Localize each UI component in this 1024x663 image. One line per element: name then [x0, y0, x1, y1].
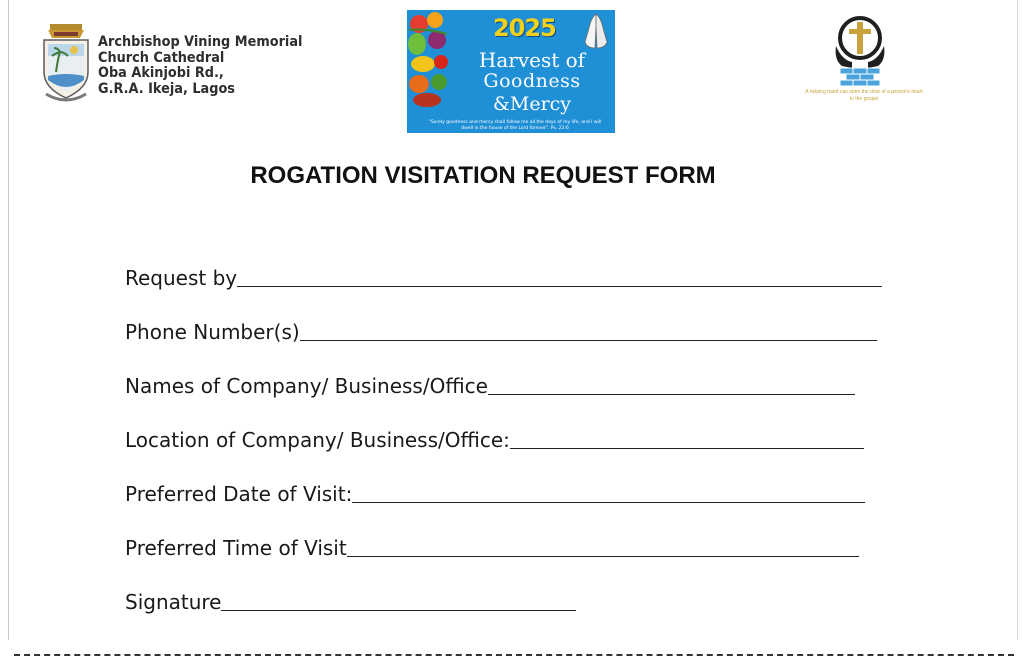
fill-in-line[interactable] [300, 340, 877, 341]
field-label: Preferred Time of Visit [125, 536, 347, 560]
field-label: Preferred Date of Visit: [125, 482, 353, 506]
form-title: ROGATION VISITATION REQUEST FORM [250, 162, 716, 189]
fill-in-line[interactable] [510, 448, 864, 449]
fruit-basket-icon [407, 10, 453, 110]
emblem-tagline: A helping hand can open the door of a person's heart to the gospel [805, 89, 923, 102]
cut-line [14, 654, 1014, 656]
church-crest-icon [40, 22, 92, 104]
signature-field[interactable] [125, 584, 576, 614]
request-by-field[interactable] [125, 260, 882, 290]
banner-title-line1: Harvest of [478, 48, 586, 72]
company-location-field[interactable] [125, 422, 864, 452]
company-name-field[interactable] [125, 368, 855, 398]
banner-title-line3: &Mercy [492, 93, 572, 115]
banner-title-line2: Goodness [483, 70, 581, 92]
praying-hands-icon [579, 12, 613, 52]
field-label: Phone Number(s) [125, 320, 300, 344]
cross-in-hands-icon [832, 16, 888, 92]
field-label: Request by [125, 266, 238, 290]
fill-in-line[interactable] [237, 286, 882, 287]
banner-year: 2025 [493, 14, 556, 42]
page-edge-left [8, 0, 9, 640]
church-name-line2: Church Cathedral [98, 49, 225, 66]
preferred-date-field[interactable] [125, 476, 865, 506]
field-label: Signature [125, 590, 222, 614]
field-label: Names of Company/ Business/Office [125, 374, 488, 398]
church-address-line1: Oba Akinjobi Rd., [98, 65, 224, 81]
page-edge-right [1017, 0, 1018, 640]
phone-number-field[interactable] [125, 314, 877, 344]
fill-in-line[interactable] [347, 556, 859, 557]
fill-in-line[interactable] [221, 610, 576, 611]
fill-in-line[interactable] [352, 502, 865, 503]
field-label: Location of Company/ Business/Office: [125, 428, 510, 452]
church-address-block [98, 35, 302, 97]
church-address-line2: G.R.A. Ikeja, Lagos [98, 80, 235, 97]
church-name-line1: Archbishop Vining Memorial [98, 34, 303, 50]
fill-in-line[interactable] [488, 394, 855, 395]
banner-verse: "Surely goodness and mercy shall follow me all the days of my life, and I will dwell in the house of the Lord forever". Ps. 23:6 [428, 120, 602, 131]
preferred-time-field[interactable] [125, 530, 859, 560]
harvest-banner [407, 10, 615, 133]
